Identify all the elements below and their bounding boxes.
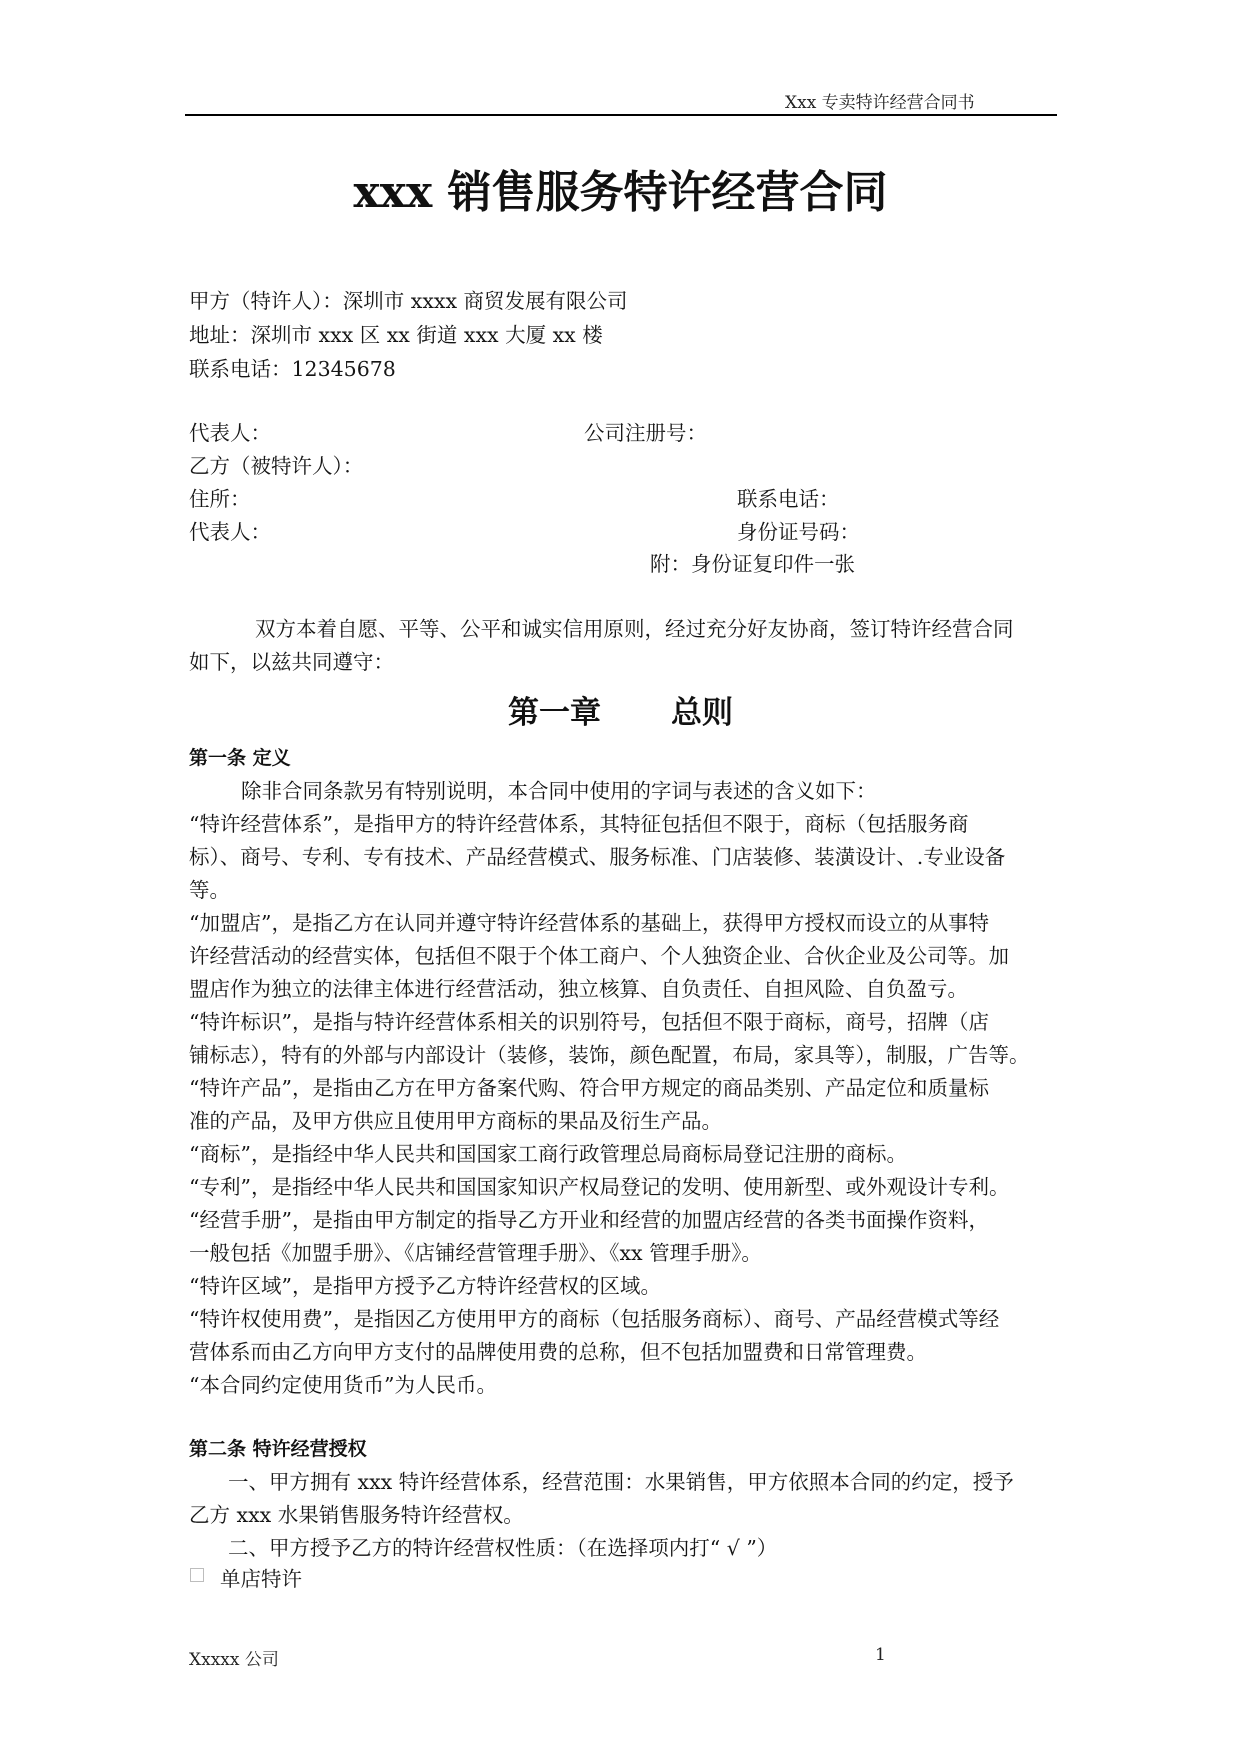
article-2-line: 二、甲方授予乙方的特许经营权性质：（在选择项内打“ √ ”） (228, 1536, 778, 1560)
residence-label: 住所： (189, 487, 251, 511)
header-rule (185, 114, 1057, 116)
article-1-line: “本合同约定使用货币”为人民币。 (189, 1373, 497, 1397)
document-title: xxx 销售服务特许经营合同 (353, 167, 888, 218)
single-store-option-label: 单店特许 (220, 1567, 302, 1591)
page-number: 1 (875, 1645, 886, 1665)
article-1-line: 许经营活动的经营实体，包括但不限于个体工商户、个人独资企业、合伙企业及公司等。加 (189, 944, 1009, 968)
footer-company: Xxxxx 公司 (189, 1650, 279, 1670)
article-2-line: 一、甲方拥有 xxx 特许经营体系，经营范围：水果销售，甲方依照本合同的约定，授予 (228, 1470, 1014, 1494)
article-2-line: 乙方 xxx 水果销售服务特许经营权。 (189, 1503, 524, 1527)
article-1-line: “特许标识”，是指与特许经营体系相关的识别符号，包括但不限于商标，商号，招牌（店 (189, 1010, 989, 1034)
chapter-heading (0, 687, 1241, 732)
article-1-line: 一般包括《加盟手册》、《店铺经营管理手册》、《xx 管理手册》。 (189, 1241, 762, 1265)
chapter-name: 总则 (671, 695, 733, 731)
article-1-line: “专利”，是指经中华人民共和国国家知识产权局登记的发明、使用新型、或外观设计专利。 (189, 1175, 1010, 1199)
party-b-phone-label: 联系电话： (737, 487, 840, 511)
article-1-line: 盟店作为独立的法律主体进行经营活动，独立核算、自负责任、自担风险、自负盈亏。 (189, 977, 968, 1001)
article-1-heading: 第一条 定义 (189, 747, 291, 769)
id-number-label: 身份证号码： (737, 520, 860, 544)
party-a-name: 甲方（特许人）：深圳市 xxxx 商贸发展有限公司 (189, 289, 628, 313)
running-header: Xxx 专卖特许经营合同书 (785, 93, 975, 113)
article-1-line: “特许权使用费”，是指因乙方使用甲方的商标（包括服务商标）、商号、产品经营模式等经 (189, 1307, 1000, 1331)
single-store-checkbox[interactable] (190, 1568, 204, 1582)
article-1-line: “加盟店”，是指乙方在认同并遵守特许经营体系的基础上，获得甲方授权而设立的从事特 (189, 911, 989, 935)
article-2-heading: 第二条 特许经营授权 (189, 1438, 367, 1460)
article-1-line: 准的产品，及甲方供应且使用甲方商标的果品及衍生产品。 (189, 1109, 722, 1133)
article-1-line: 等。 (189, 878, 230, 902)
article-1-line: 除非合同条款另有特别说明，本合同中使用的字词与表述的含义如下： (241, 779, 877, 803)
article-1-line: “商标”，是指经中华人民共和国国家工商行政管理总局商标局登记注册的商标。 (189, 1142, 907, 1166)
article-1-line: “经营手册”，是指由甲方制定的指导乙方开业和经营的加盟店经营的各类书面操作资料， (189, 1208, 989, 1232)
article-1-line: 标）、商号、专利、专有技术、产品经营模式、服务标准、门店装修、装潢设计、.专业设备 (189, 845, 1006, 869)
registration-number-label: 公司注册号： (584, 421, 707, 445)
article-1-line: 铺标志），特有的外部与内部设计（装修，装饰，颜色配置，布局，家具等），制服，广告等。 (189, 1043, 1030, 1067)
article-1-line: 营体系而由乙方向甲方支付的品牌使用费的总称，但不包括加盟费和日常管理费。 (189, 1340, 927, 1364)
article-1-line: “特许区域”，是指甲方授予乙方特许经营权的区域。 (189, 1274, 661, 1298)
representative-a-label: 代表人： (189, 421, 271, 445)
representative-b-label: 代表人： (189, 520, 271, 544)
party-a-address: 地址：深圳市 xxx 区 xx 街道 xxx 大厦 xx 楼 (189, 323, 603, 347)
attachment-note: 附：身份证复印件一张 (650, 552, 855, 576)
chapter-number: 第一章 (508, 695, 601, 731)
preamble-line: 双方本着自愿、平等、公平和诚实信用原则，经过充分好友协商，签订特许经营合同 (255, 617, 1014, 641)
article-1-line: “特许经营体系”，是指甲方的特许经营体系，其特征包括但不限于，商标（包括服务商 (189, 812, 969, 836)
article-1-line: “特许产品”，是指由乙方在甲方备案代购、符合甲方规定的商品类别、产品定位和质量标 (189, 1076, 989, 1100)
party-b-label: 乙方（被特许人）： (189, 454, 364, 478)
party-a-phone: 联系电话：12345678 (189, 357, 396, 381)
preamble-line: 如下，以兹共同遵守： (189, 650, 394, 674)
